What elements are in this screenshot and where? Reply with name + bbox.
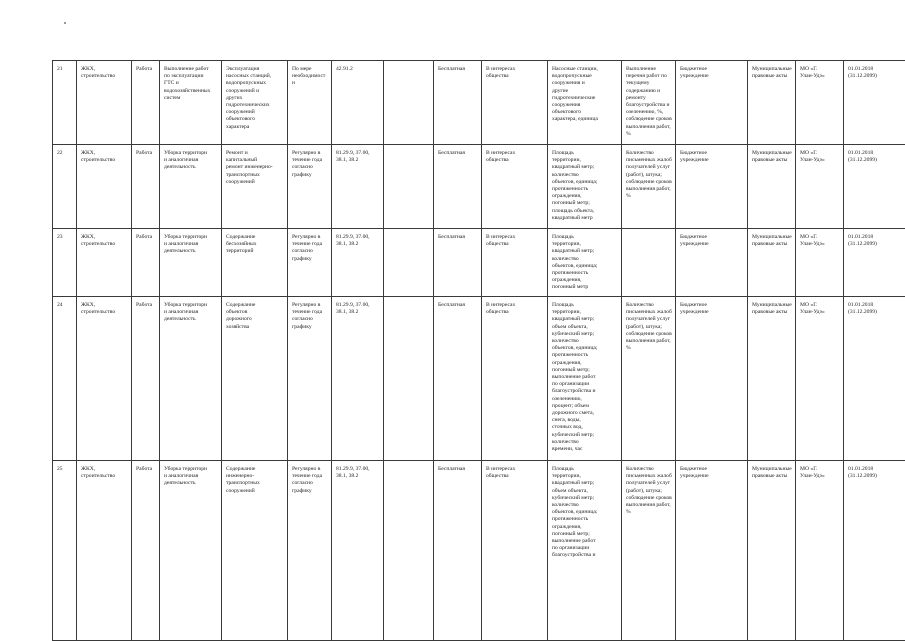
row-number: 24 — [53, 297, 77, 461]
volume-indicator-cell: Площадь территории, квадратный метр; количество объектов, единица; протяженность ограждения, погонный метр — [548, 229, 622, 297]
table-row — [53, 61, 905, 145]
municipality-cell: МО «Г. Улан-Удэ» — [796, 297, 844, 461]
dates-cell: 01.01.2018 (31.12.2099) — [844, 229, 905, 297]
legal-acts-cell: Муниципальные правовые акты — [748, 297, 796, 461]
sphere-cell: ЖКХ, строительство — [77, 297, 132, 461]
volume-indicator-cell: Площадь территории, квадратный метр; объем объекта, кубический метр; количество объектов, единица; протяженность ограждения, погонный метр; выполнение работ по организации благоустройства и озеленению, процент; объем дорожного смета, снега, воды, сточных вод, кубический метр; количество времени, час — [548, 297, 622, 461]
content-cell: Содержание инженерно- транспортных сооружений — [222, 461, 288, 641]
legal-acts-cell: Муниципальные правовые акты — [748, 461, 796, 641]
municipality-cell: МО «Г. Улан-Удэ» — [796, 61, 844, 145]
municipality-cell: МО «Г. Улан-Удэ» — [796, 461, 844, 641]
type-cell: Работа — [132, 145, 160, 229]
type-cell: Работа — [132, 229, 160, 297]
row-number: 25 — [53, 461, 77, 641]
empty-cell — [384, 61, 434, 145]
content-cell: Эксплуатация насосных станций, водопропускных сооружений и других гидротехнических сооружений объектового характера — [222, 61, 288, 145]
table-row — [53, 461, 905, 641]
volume-indicator-cell: Насосные станции, водопропускные сооружения и другие гидротехнические сооружения объектового характера, единица — [548, 61, 622, 145]
sphere-cell: ЖКХ, строительство — [77, 229, 132, 297]
quality-indicator-cell: Количество письменных жалоб получателей услуг (работ), штука; соблюдение сроков выполнения работ, % — [622, 145, 676, 229]
okved-cell: 81.29.9, 37.00, 38.1, 38.2 — [332, 229, 384, 297]
okved-cell: 81.29.9, 37.00, 38.1, 38.2 — [332, 461, 384, 641]
sphere-cell: ЖКХ, строительство — [77, 61, 132, 145]
type-cell: Работа — [132, 297, 160, 461]
municipality-cell: МО «Г. Улан-Удэ» — [796, 145, 844, 229]
institution-type-cell: Бюджетное учреждение — [676, 297, 748, 461]
payment-cell: Бесплатная — [434, 297, 482, 461]
registry-table — [52, 60, 905, 641]
quality-indicator-cell: Количество письменных жалоб получателей услуг (работ), штука; соблюдение сроков выполнения работ, % — [622, 461, 676, 641]
quality-indicator-cell: Количество письменных жалоб получателей услуг (работ), штука; соблюдение сроков выполнения работ, % — [622, 297, 676, 461]
dates-cell: 01.01.2018 (31.12.2099) — [844, 61, 905, 145]
dates-cell: 01.01.2018 (31.12.2099) — [844, 145, 905, 229]
empty-cell — [384, 145, 434, 229]
table-row — [53, 229, 905, 297]
content-cell: Ремонт и капитальный ремонт инженерно- транспортных сооружений — [222, 145, 288, 229]
condition-cell: Регулярно в течение года согласно графику — [288, 297, 332, 461]
row-number: 23 — [53, 229, 77, 297]
volume-indicator-cell: Площадь территории, квадратный метр; количество объектов, единица; протяженность ограждения, погонный метр; площадь объекта, квадратный метр — [548, 145, 622, 229]
condition-cell: Регулярно в течение года согласно графику — [288, 229, 332, 297]
payment-cell: Бесплатная — [434, 461, 482, 641]
volume-indicator-cell: Площадь территории, квадратный метр; объем объекта, кубический метр; количество объектов, единица; протяженность ограждения, погонный метр; выполнение работ по организации благоустройства и — [548, 461, 622, 641]
sphere-cell: ЖКХ, строительство — [77, 461, 132, 641]
consumers-cell: В интересах общества — [482, 229, 548, 297]
okved-cell: 42.91.2 — [332, 61, 384, 145]
sphere-cell: ЖКХ, строительство — [77, 145, 132, 229]
work-name-cell: Уборка территори и аналогичная деятельность — [160, 145, 222, 229]
dates-cell: 01.01.2018 (31.12.2099) — [844, 461, 905, 641]
payment-cell: Бесплатная — [434, 229, 482, 297]
okved-cell: 81.29.9, 37.00, 38.1, 38.2 — [332, 297, 384, 461]
okved-cell: 81.29.9, 37.00, 38.1, 38.2 — [332, 145, 384, 229]
institution-type-cell: Бюджетное учреждение — [676, 145, 748, 229]
work-name-cell: Выполнение работ по эксплуатации ГТС и водохозяйственных систем — [160, 61, 222, 145]
work-name-cell: Уборка территори и аналогичная деятельность — [160, 461, 222, 641]
legal-acts-cell: Муниципальные правовые акты — [748, 229, 796, 297]
legal-acts-cell: Муниципальные правовые акты — [748, 61, 796, 145]
institution-type-cell: Бюджетное учреждение — [676, 461, 748, 641]
content-cell: Содержание бесхозяйных территорий — [222, 229, 288, 297]
content-cell: Содержание объектов дорожного хозяйства — [222, 297, 288, 461]
empty-cell — [384, 461, 434, 641]
table-row — [53, 145, 905, 229]
work-name-cell: Уборка территори и аналогичная деятельность — [160, 297, 222, 461]
table-row — [53, 297, 905, 461]
payment-cell: Бесплатная — [434, 145, 482, 229]
payment-cell: Бесплатная — [434, 61, 482, 145]
municipality-cell: МО «Г. Улан-Удэ» — [796, 229, 844, 297]
condition-cell: По мере необходимост и — [288, 61, 332, 145]
type-cell: Работа — [132, 461, 160, 641]
empty-cell — [384, 229, 434, 297]
consumers-cell: В интересах общества — [482, 61, 548, 145]
type-cell: Работа — [132, 61, 160, 145]
condition-cell: Регулярно в течение года согласно графику — [288, 145, 332, 229]
institution-type-cell: Бюджетное учреждение — [676, 229, 748, 297]
row-number: 21 — [53, 61, 77, 145]
quality-indicator-cell: Выполнение перечня работ по текущему содержанию и ремонту благоустройства и озеленению, %, соблюдение сроков выполнения работ, % — [622, 61, 676, 145]
consumers-cell: В интересах общества — [482, 145, 548, 229]
empty-cell — [384, 297, 434, 461]
legal-acts-cell: Муниципальные правовые акты — [748, 145, 796, 229]
institution-type-cell: Бюджетное учреждение — [676, 61, 748, 145]
consumers-cell: В интересах общества — [482, 297, 548, 461]
row-number: 22 — [53, 145, 77, 229]
scan-speck — [64, 22, 66, 24]
work-name-cell: Уборка территори и аналогичная деятельность — [160, 229, 222, 297]
condition-cell: Регулярно в течение года согласно графику — [288, 461, 332, 641]
consumers-cell: В интересах общества — [482, 461, 548, 641]
dates-cell: 01.01.2018 (31.12.2099) — [844, 297, 905, 461]
quality-indicator-cell — [622, 229, 676, 297]
